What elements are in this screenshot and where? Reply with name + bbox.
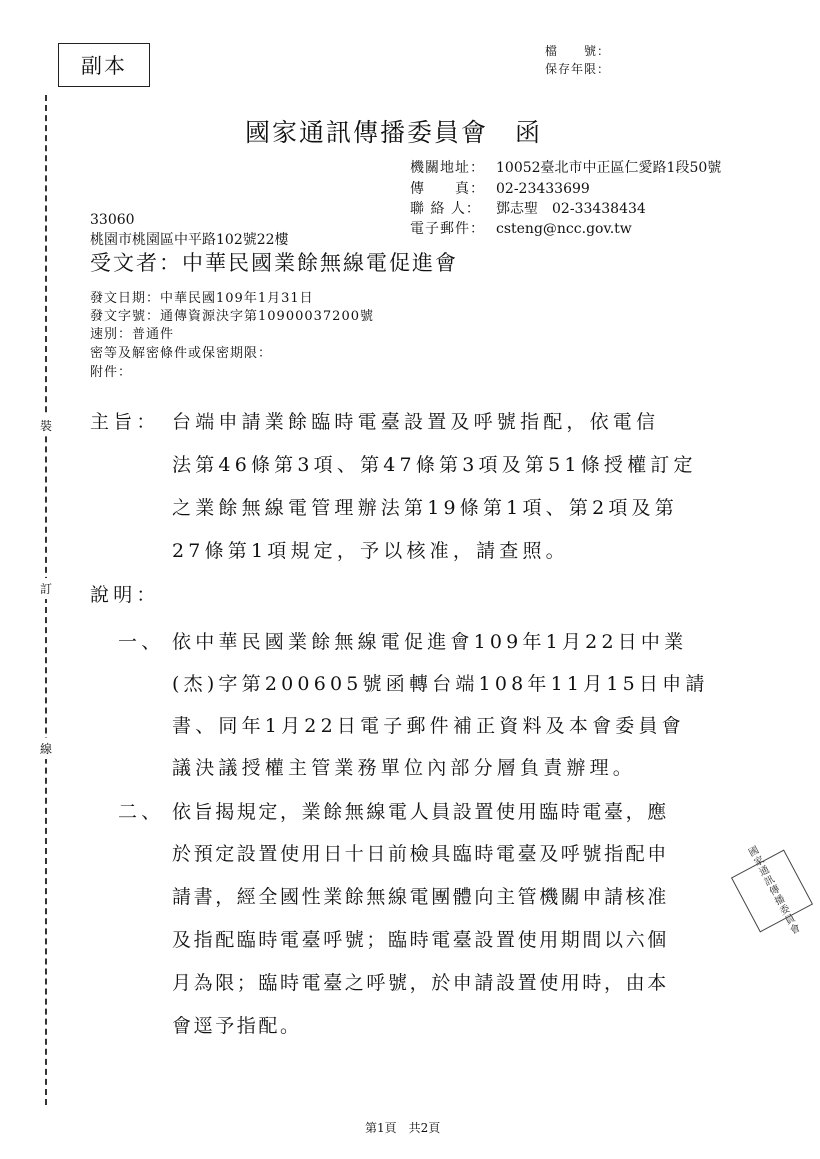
- attachments: 附件：: [90, 365, 133, 380]
- explanation-line: 及指配臨時電臺呼號；臨時電臺設置使用期間以六個: [172, 929, 669, 951]
- binding-line: [45, 95, 47, 1105]
- contact-label: 聯 絡 人：: [410, 201, 481, 217]
- page-number: 第1頁 共2頁: [365, 1121, 441, 1135]
- confidentiality: 密等及解密條件或保密期限：: [90, 346, 273, 361]
- copy-mark: 副本: [58, 43, 150, 87]
- contact-fax: [410, 178, 590, 198]
- issue-date: 發文日期：中華民國109年1月31日: [90, 291, 314, 306]
- retention-label: 保存年限：: [545, 62, 611, 76]
- subject-line: 27條第1項規定，予以核准，請查照。: [172, 540, 569, 562]
- explanation-line: (杰)字第200605號函轉台端108年11月15日申請: [172, 673, 709, 695]
- explanation-line: 月為限；臨時電臺之呼號，於申請設置使用時，由本: [172, 972, 669, 994]
- contact-label: 傳 真：: [410, 181, 485, 197]
- file-number-label: 檔 號：: [545, 44, 611, 58]
- subject-line: 法第46條第3項、第47條第3項及第51條授權訂定: [172, 454, 697, 476]
- explanation-line: 書、同年1月22日電子郵件補正資料及本會委員會: [172, 715, 685, 737]
- agency-title: 國家通訊傳播委員會 函: [245, 118, 543, 147]
- subject-line: 台端申請業餘臨時電臺設置及呼號指配，依電信: [172, 411, 660, 433]
- contact-label: 電子郵件：: [410, 221, 485, 237]
- document-number: 發文字號：通傳資源決字第10900037200號: [90, 309, 374, 324]
- contact-value: 10052臺北市中正區仁愛路1段50號: [496, 160, 722, 176]
- explanation-line: 依中華民國業餘無線電促進會109年1月22日中業: [172, 631, 688, 653]
- binding-mark: 訂: [38, 578, 54, 599]
- contact-email: [410, 218, 632, 238]
- explanation-line: 於預定設置使用日十日前檢具臨時電臺及呼號指配申: [172, 843, 669, 865]
- contact-address: [410, 157, 721, 177]
- recipient: 受文者：中華民國業餘無線電促進會: [90, 251, 458, 275]
- explanation-line: 會逕予指配。: [172, 1015, 302, 1037]
- contact-value: 02-23433699: [496, 181, 590, 197]
- subject-label: 主旨：: [90, 411, 160, 433]
- urgency: 速別：普通件: [90, 327, 175, 342]
- subject-line: 之業餘無線電管理辦法第19條第1項、第2項及第: [172, 497, 678, 519]
- contact-value: csteng@ncc.gov.tw: [496, 221, 632, 237]
- item-marker: 一、: [118, 631, 165, 653]
- recipient-address: 桃園市桃園區中平路102號22樓: [90, 232, 289, 248]
- explanation-line: 議決議授權主管業務單位內部分層負責辦理。: [172, 757, 637, 779]
- binding-mark: 線: [38, 738, 54, 759]
- explanation-label: 說明：: [90, 584, 160, 606]
- item-marker: 二、: [118, 801, 165, 823]
- agency-seal-stamp: 國家通訊傳播委員會: [731, 850, 813, 933]
- contact-label: 機關地址：: [410, 160, 485, 176]
- postal-code: 33060: [90, 212, 135, 228]
- contact-value: 鄧志聖 02-33438434: [496, 201, 646, 217]
- contact-person: [410, 198, 646, 218]
- binding-mark: 裝: [38, 415, 54, 436]
- explanation-line: 依旨揭規定，業餘無線電人員設置使用臨時電臺，應: [172, 801, 669, 823]
- explanation-line: 請書，經全國性業餘無線電團體向主管機關申請核准: [172, 886, 669, 908]
